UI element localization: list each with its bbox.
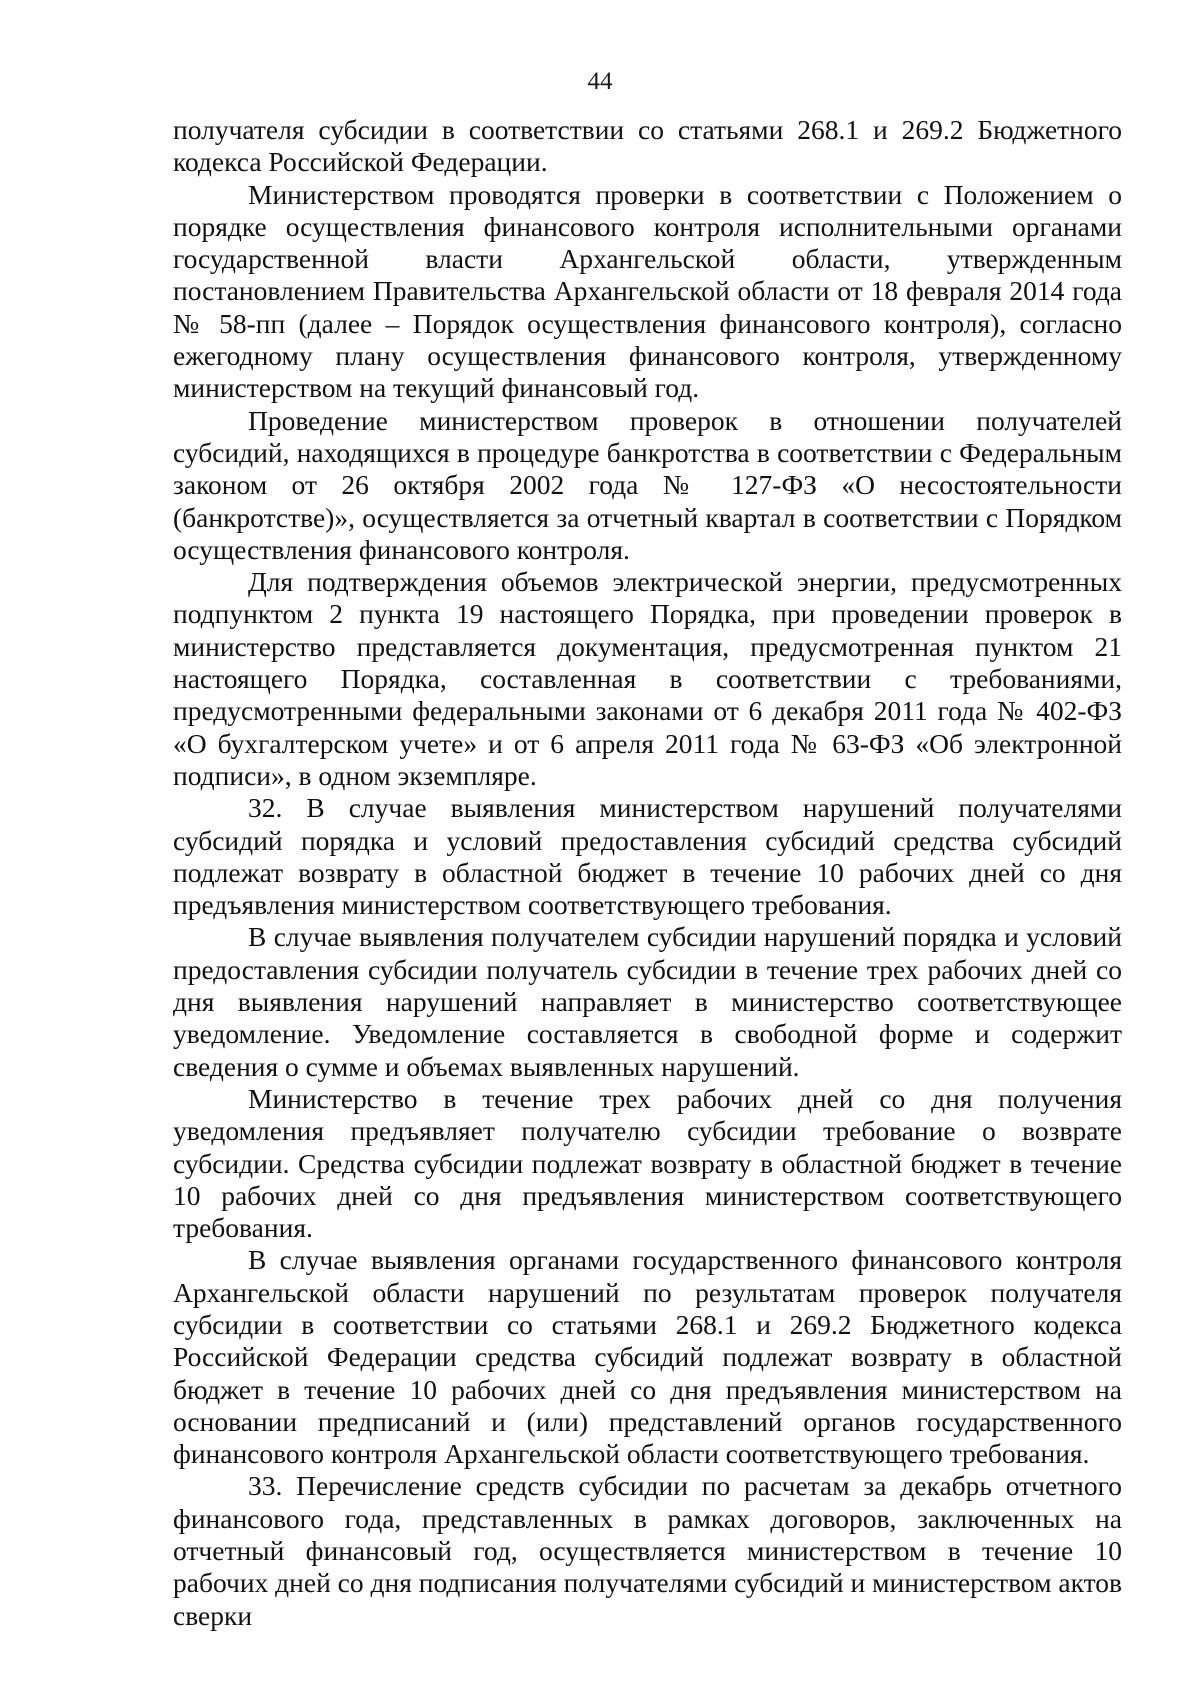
paragraph-energy-volumes: Для подтверждения объемов электрической энергии, предусмотренных подпунктом 2 пункта 19 настоящего Порядка, при проведении проверок в министерство представляется документация, предусмотренная пунктом 21 настоящего Порядка, составленная в соответствии с требованиями, предусмотренными федеральными законами от 6 декабря 2011 года № 402-ФЗ «О бухгалтерском учете» и от 6 апреля 2011 года № 63-ФЗ «Об электронной подписи», в одном экземпляре.: [173, 566, 1122, 791]
paragraph-bankruptcy-inspections: Проведение министерством проверок в отношении получателей субсидий, находящихся в процедуре банкротства в соответствии с Федеральным законом от 26 октября 2002 года № 127-ФЗ «О несостоятельности (банкротстве)», осуществляется за отчетный квартал в соответствии с Порядком осуществления финансового контроля.: [173, 404, 1122, 565]
paragraph-continuation: получателя субсидии в соответствии со статьями 268.1 и 269.2 Бюджетного кодекса Российской Федерации.: [173, 114, 1122, 178]
document-body: [173, 114, 1122, 1632]
paragraph-state-control-violations: В случае выявления органами государственного финансового контроля Архангельской области нарушений по результатам проверок получателя субсидии в соответствии со статьями 268.1 и 269.2 Бюджетного кодекса Российской Федерации средства субсидий подлежат возврату в областной бюджет в течение 10 рабочих дней со дня предъявления министерством на основании предписаний и (или) представлений органов государственного финансового контроля Архангельской области соответствующего требования.: [173, 1244, 1122, 1470]
paragraph-refund-demand: Министерство в течение трех рабочих дней со дня получения уведомления предъявляет получателю субсидии требование о возврате субсидии. Средства субсидии подлежат возврату в областной бюджет в течение 10 рабочих дней со дня предъявления министерством соответствующего требования.: [173, 1082, 1122, 1244]
page-number: 44: [587, 68, 613, 95]
paragraph-item-32: 32. В случае выявления министерством нарушений получателями субсидий порядка и условий предоставления субсидий средства субсидий подлежат возврату в областной бюджет в течение 10 рабочих дней со дня предъявления министерством соответствующего требования.: [173, 792, 1122, 921]
paragraph-item-33: 33. Перечисление средств субсидии по расчетам за декабрь отчетного финансового года, представленных в рамках договоров, заключенных на отчетный финансовый год, осуществляется министерством в течение 10 рабочих дней со дня подписания получателями субсидий и министерством актов сверки: [173, 1470, 1122, 1631]
paragraph-recipient-notification: В случае выявления получателем субсидии нарушений порядка и условий предоставления субсидии получатель субсидии в течение трех рабочих дней со дня выявления нарушений направляет в министерство соответствующее уведомление. Уведомление составляется в свободной форме и содержит сведения о сумме и объемах выявленных нарушений.: [173, 921, 1122, 1082]
paragraph-inspections: Министерством проводятся проверки в соответствии с Положением о порядке осуществления финансового контроля исполнительными органами государственной власти Архангельской области, утвержденным постановлением Правительства Архангельской области от 18 февраля 2014 года № 58-пп (далее – Порядок осуществления финансового контроля), согласно ежегодному плану осуществления финансового контроля, утвержденному министерством на текущий финансовый год.: [173, 178, 1122, 404]
